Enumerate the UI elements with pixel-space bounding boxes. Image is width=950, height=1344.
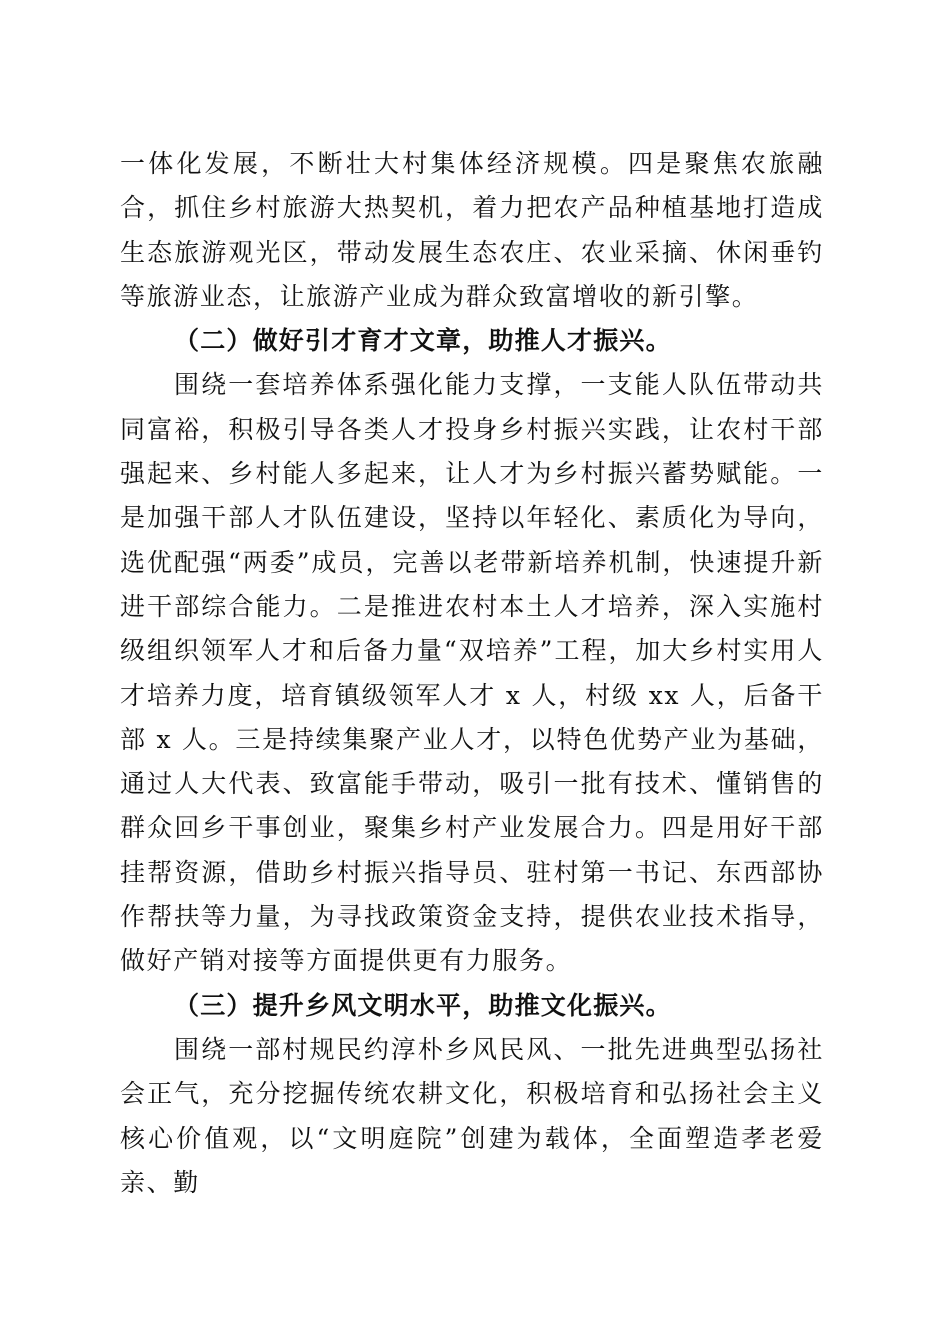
paragraph-continuation: 一体化发展，不断壮大村集体经济规模。四是聚焦农旅融合，抓住乡村旅游大热契机，着力把农产品种植基地打造成生态旅游观光区，带动发展生态农庄、农业采摘、休闲垂钓等旅游业态，让旅游产业成为群众致富增收的新引擎。 <box>120 149 824 311</box>
document-body <box>120 142 824 1205</box>
paragraph-culture: 围绕一部村规民约淳朴乡风民风、一批先进典型弘扬社会正气，充分挖掘传统农耕文化，积极培育和弘扬社会主义核心价值观，以“文明庭院”创建为载体，全面塑造孝老爱亲、勤 <box>120 1034 824 1197</box>
section-heading-culture: （三）提升乡风文明水平，助推文化振兴。 <box>174 990 672 1020</box>
paragraph-talent: 围绕一套培养体系强化能力支撑，一支能人队伍带动共同富裕，积极引导各类人才投身乡村振兴实践，让农村干部强起来、乡村能人多起来，让人才为乡村振兴蓄势赋能。一是加强干部人才队伍建设，坚持以年轻化、素质化为导向，选优配强“两委”成员，完善以老带新培养机制，快速提升新进干部综合能力。二是推进农村本土人才培养，深入实施村级组织领军人才和后备力量“双培养”工程，加大乡村实用人才培养力度，培育镇级领军人才 x 人，村级 xx 人，后备干部 x 人。三是持续集聚产业人才，以特色优势产业为基础，通过人大代表、致富能手带动，吸引一批有技术、懂销售的群众回乡干事创业，聚集乡村产业发展合力。四是用好干部挂帮资源，借助乡村振兴指导员、驻村第一书记、东西部协作帮扶等力量，为寻找政策资金支持，提供农业技术指导，做好产销对接等方面提供更有力服务。 <box>120 370 824 976</box>
section-heading-talent: （二）做好引才育才文章，助推人才振兴。 <box>174 326 672 356</box>
